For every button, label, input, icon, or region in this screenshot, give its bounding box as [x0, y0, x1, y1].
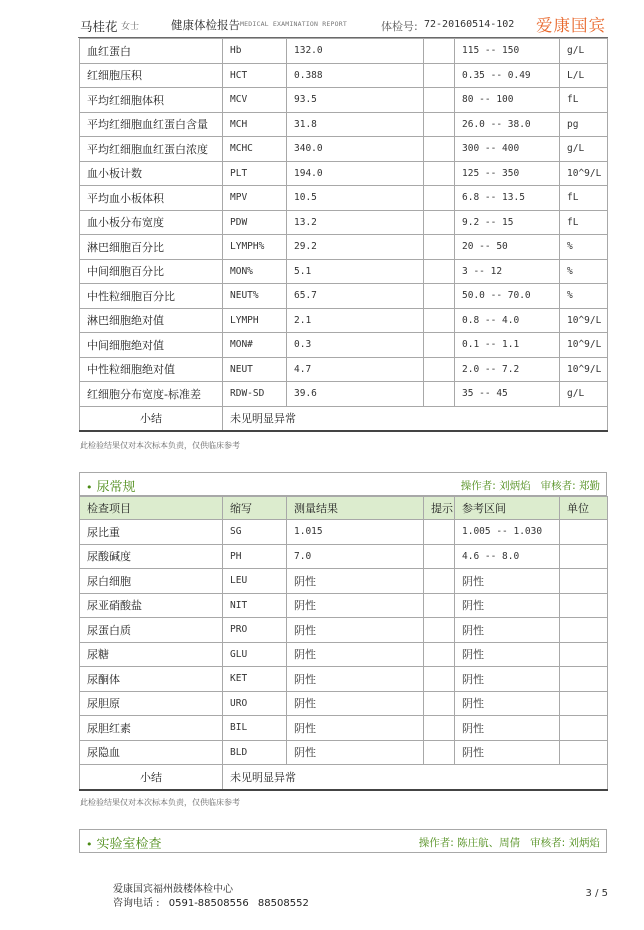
item-name: 平均红细胞体积 [80, 88, 223, 113]
table-row [80, 161, 608, 186]
item-unit [560, 593, 608, 618]
item-name: 淋巴细胞绝对值 [80, 308, 223, 333]
item-code: RDW-SD [223, 382, 287, 407]
item-unit: g/L [560, 382, 608, 407]
item-unit: 10^9/L [560, 333, 608, 358]
table-row [80, 88, 608, 113]
item-name: 尿白细胞 [80, 569, 223, 594]
item-name: 淋巴细胞百分比 [80, 235, 223, 260]
item-reference: 阴性 [455, 618, 560, 643]
item-value: 5.1 [287, 259, 424, 284]
item-reference: 阴性 [455, 569, 560, 594]
item-code: NIT [223, 593, 287, 618]
item-code: MON% [223, 259, 287, 284]
item-value: 93.5 [287, 88, 424, 113]
item-unit: g/L [560, 39, 608, 64]
item-hint [424, 520, 455, 545]
item-reference: 1.005 -- 1.030 [455, 520, 560, 545]
item-value: 194.0 [287, 161, 424, 186]
item-value: 1.015 [287, 520, 424, 545]
page-number: 3 / 5 [585, 888, 608, 899]
summary-row [80, 406, 608, 431]
item-unit: % [560, 259, 608, 284]
item-value: 阴性 [287, 691, 424, 716]
item-hint [424, 544, 455, 569]
table-row [80, 691, 608, 716]
urine-section-header [79, 472, 607, 496]
phone-number: 0591-88508556 [168, 898, 249, 909]
item-code: BLD [223, 740, 287, 765]
item-reference: 阴性 [455, 642, 560, 667]
item-name: 平均红细胞血红蛋白含量 [80, 112, 223, 137]
item-name: 尿胆原 [80, 691, 223, 716]
item-unit [560, 667, 608, 692]
item-hint [424, 593, 455, 618]
item-code: PDW [223, 210, 287, 235]
item-name: 尿糖 [80, 642, 223, 667]
item-value: 13.2 [287, 210, 424, 235]
item-unit: 10^9/L [560, 308, 608, 333]
summary-text: 未见明显异常 [223, 406, 608, 431]
item-reference: 80 -- 100 [455, 88, 560, 113]
item-name: 红细胞压积 [80, 63, 223, 88]
item-name: 尿蛋白质 [80, 618, 223, 643]
item-hint [424, 716, 455, 741]
item-code: HCT [223, 63, 287, 88]
item-unit: % [560, 235, 608, 260]
column-header: 检查项目 [80, 497, 223, 520]
section-title [86, 833, 162, 852]
item-reference: 9.2 -- 15 [455, 210, 560, 235]
summary-label: 小结 [80, 765, 223, 790]
item-name: 尿亚硝酸盐 [80, 593, 223, 618]
item-name: 尿酮体 [80, 667, 223, 692]
table-row [80, 210, 608, 235]
item-value: 阴性 [287, 716, 424, 741]
item-unit [560, 642, 608, 667]
table-row [80, 544, 608, 569]
item-hint [424, 308, 455, 333]
lab-exam-section-header [79, 829, 607, 853]
item-reference: 50.0 -- 70.0 [455, 284, 560, 309]
table-row [80, 716, 608, 741]
operator-name: 刘炳焰 [499, 480, 531, 492]
item-value: 4.7 [287, 357, 424, 382]
item-hint [424, 357, 455, 382]
column-header: 测量结果 [287, 497, 424, 520]
item-reference: 阴性 [455, 716, 560, 741]
item-name: 尿隐血 [80, 740, 223, 765]
item-hint [424, 88, 455, 113]
blood-routine-table [79, 38, 608, 432]
item-name: 血小板分布宽度 [80, 210, 223, 235]
item-hint [424, 333, 455, 358]
item-unit [560, 740, 608, 765]
item-code: SG [223, 520, 287, 545]
reviewer-label: 审核者: [530, 837, 566, 849]
item-code: NEUT [223, 357, 287, 382]
item-code: BIL [223, 716, 287, 741]
item-unit: fL [560, 210, 608, 235]
item-reference: 2.0 -- 7.2 [455, 357, 560, 382]
item-value: 0.388 [287, 63, 424, 88]
item-code: NEUT% [223, 284, 287, 309]
item-name: 中性粒细胞百分比 [80, 284, 223, 309]
item-value: 31.8 [287, 112, 424, 137]
patient-gender: 女士 [121, 22, 140, 32]
item-reference: 300 -- 400 [455, 137, 560, 162]
item-value: 132.0 [287, 39, 424, 64]
operator-label: 操作者: [460, 480, 496, 492]
table-row [80, 618, 608, 643]
item-code: LYMPH [223, 308, 287, 333]
item-value: 阴性 [287, 740, 424, 765]
phone-number: 88508552 [257, 898, 309, 909]
summary-row [80, 765, 608, 790]
table-row [80, 667, 608, 692]
item-hint [424, 186, 455, 211]
item-code: Hb [223, 39, 287, 64]
item-reference: 0.35 -- 0.49 [455, 63, 560, 88]
table-row [80, 382, 608, 407]
item-name: 平均红细胞血红蛋白浓度 [80, 137, 223, 162]
item-reference: 3 -- 12 [455, 259, 560, 284]
item-code: LEU [223, 569, 287, 594]
urine-routine-table [79, 496, 608, 791]
section-title-text: 实验室检查 [96, 837, 162, 852]
item-hint [424, 63, 455, 88]
item-hint [424, 137, 455, 162]
item-name: 血红蛋白 [80, 39, 223, 64]
item-code: MON# [223, 333, 287, 358]
reviewer-name: 郑勤 [579, 480, 600, 492]
phone-label: 咨询电话 : [113, 898, 160, 909]
item-code: MCH [223, 112, 287, 137]
item-reference: 115 -- 150 [455, 39, 560, 64]
table-row [80, 39, 608, 64]
item-code: MPV [223, 186, 287, 211]
item-hint [424, 39, 455, 64]
item-reference: 阴性 [455, 740, 560, 765]
operator-label: 操作者: [418, 837, 454, 849]
item-value: 阴性 [287, 667, 424, 692]
reviewer-label: 审核者: [540, 480, 576, 492]
table-row [80, 333, 608, 358]
item-reference: 26.0 -- 38.0 [455, 112, 560, 137]
table-row [80, 186, 608, 211]
item-unit: fL [560, 88, 608, 113]
item-unit: 10^9/L [560, 161, 608, 186]
disclaimer-note: 此检验结果仅对本次标本负责，仅供临床参考 [80, 798, 240, 807]
table-row [80, 284, 608, 309]
item-code: MCV [223, 88, 287, 113]
item-reference: 20 -- 50 [455, 235, 560, 260]
item-value: 10.5 [287, 186, 424, 211]
item-value: 阴性 [287, 569, 424, 594]
footer-phone [113, 894, 315, 909]
table-row [80, 259, 608, 284]
section-title-text: 尿常规 [96, 480, 136, 495]
item-code: GLU [223, 642, 287, 667]
report-title-en: MEDICAL EXAMINATION REPORT [240, 20, 347, 28]
table-row [80, 63, 608, 88]
item-unit [560, 569, 608, 594]
item-name: 尿胆红素 [80, 716, 223, 741]
item-value: 阴性 [287, 642, 424, 667]
patient-name: 马桂花 [80, 19, 118, 34]
item-unit: fL [560, 186, 608, 211]
item-value: 0.3 [287, 333, 424, 358]
item-hint [424, 569, 455, 594]
exam-number: 72-20160514-102 [424, 19, 515, 30]
item-value: 340.0 [287, 137, 424, 162]
item-name: 中间细胞绝对值 [80, 333, 223, 358]
footer-organization: 爱康国宾福州鼓楼体检中心 [113, 884, 233, 895]
item-reference: 阴性 [455, 667, 560, 692]
item-code: PRO [223, 618, 287, 643]
item-value: 29.2 [287, 235, 424, 260]
item-code: PLT [223, 161, 287, 186]
item-code: LYMPH% [223, 235, 287, 260]
item-hint [424, 642, 455, 667]
section-title [86, 476, 136, 495]
item-reference: 0.8 -- 4.0 [455, 308, 560, 333]
table-row [80, 642, 608, 667]
item-hint [424, 210, 455, 235]
item-reference: 4.6 -- 8.0 [455, 544, 560, 569]
brand-logo: 爱康国宾 [536, 16, 606, 35]
reviewer-name: 刘炳焰 [568, 837, 600, 849]
table-row [80, 357, 608, 382]
item-hint [424, 618, 455, 643]
item-value: 2.1 [287, 308, 424, 333]
item-value: 7.0 [287, 544, 424, 569]
item-hint [424, 382, 455, 407]
item-unit [560, 618, 608, 643]
table-row [80, 308, 608, 333]
item-name: 血小板计数 [80, 161, 223, 186]
item-value: 39.6 [287, 382, 424, 407]
item-code: KET [223, 667, 287, 692]
column-header-row [80, 497, 608, 520]
item-unit: % [560, 284, 608, 309]
item-hint [424, 740, 455, 765]
item-hint [424, 691, 455, 716]
column-header: 缩写 [223, 497, 287, 520]
report-title: 健康体检报告 [171, 18, 240, 32]
item-unit [560, 716, 608, 741]
item-value: 阴性 [287, 618, 424, 643]
item-name: 平均血小板体积 [80, 186, 223, 211]
table-row [80, 569, 608, 594]
column-header: 提示 [424, 497, 455, 520]
bullet-icon: • [86, 481, 93, 494]
item-unit: pg [560, 112, 608, 137]
item-hint [424, 667, 455, 692]
item-hint [424, 259, 455, 284]
section-operators [461, 478, 600, 493]
item-hint [424, 235, 455, 260]
summary-text: 未见明显异常 [223, 765, 608, 790]
item-reference: 6.8 -- 13.5 [455, 186, 560, 211]
exam-number-label: 体检号: [381, 20, 418, 33]
item-name: 尿比重 [80, 520, 223, 545]
item-reference: 125 -- 350 [455, 161, 560, 186]
summary-label: 小结 [80, 406, 223, 431]
bullet-icon: • [86, 838, 93, 851]
column-header: 单位 [560, 497, 608, 520]
report-header [78, 14, 608, 38]
item-name: 中间细胞百分比 [80, 259, 223, 284]
item-hint [424, 284, 455, 309]
item-unit [560, 691, 608, 716]
item-unit: g/L [560, 137, 608, 162]
operator-name: 陈庄航、周倩 [457, 837, 521, 849]
item-reference: 阴性 [455, 691, 560, 716]
item-unit [560, 520, 608, 545]
item-code: URO [223, 691, 287, 716]
item-reference: 阴性 [455, 593, 560, 618]
item-unit: L/L [560, 63, 608, 88]
item-hint [424, 161, 455, 186]
item-name: 中性粒细胞绝对值 [80, 357, 223, 382]
item-reference: 0.1 -- 1.1 [455, 333, 560, 358]
table-row [80, 137, 608, 162]
disclaimer-note: 此检验结果仅对本次标本负责，仅供临床参考 [80, 441, 240, 450]
item-unit [560, 544, 608, 569]
table-row [80, 235, 608, 260]
item-unit: 10^9/L [560, 357, 608, 382]
item-code: MCHC [223, 137, 287, 162]
item-value: 阴性 [287, 593, 424, 618]
item-code: PH [223, 544, 287, 569]
table-row [80, 740, 608, 765]
item-name: 尿酸碱度 [80, 544, 223, 569]
table-row [80, 593, 608, 618]
column-header: 参考区间 [455, 497, 560, 520]
item-name: 红细胞分布宽度-标准差 [80, 382, 223, 407]
table-row [80, 112, 608, 137]
item-reference: 35 -- 45 [455, 382, 560, 407]
item-value: 65.7 [287, 284, 424, 309]
item-hint [424, 112, 455, 137]
section-operators [419, 835, 600, 850]
table-row [80, 520, 608, 545]
